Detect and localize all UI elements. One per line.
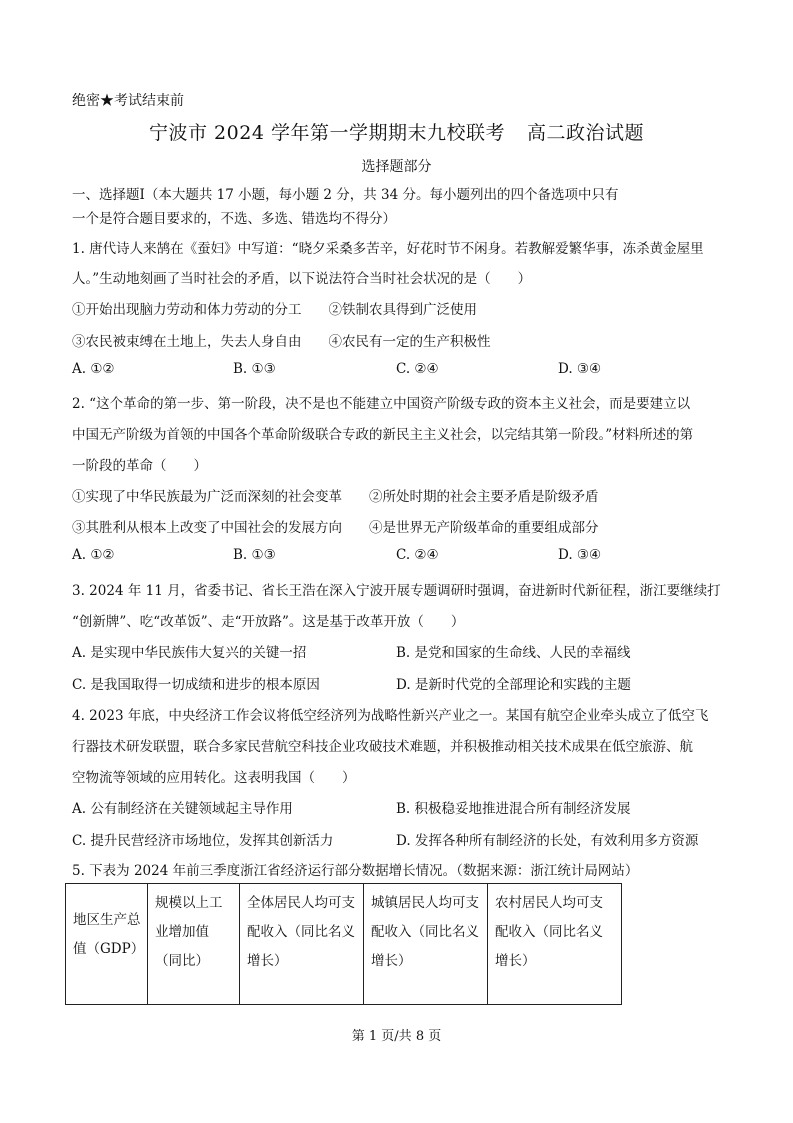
q2-stem-line-2: 中国无产阶级为首领的中国各个革命阶级联合专政的新民主主义社会，以完结其第一阶段。”材料所述的第 — [72, 427, 694, 443]
q4-stem-line-1: 4. 2023 年底，中央经济工作会议将低空经济列为战略性新兴产业之一。某国有航空企业牵头成立了低空飞 — [72, 708, 709, 724]
table-header-cell: 全体居民人均可支配收入（同比名义增长） — [240, 884, 364, 1005]
section-title: 选择题部分 — [361, 159, 432, 175]
table-header-row — [66, 884, 622, 1005]
q2-option-c[interactable]: C. ②④ — [396, 547, 439, 563]
q2-stem-line-3: 一阶段的革命（ ） — [72, 458, 207, 474]
exam-title-subject: 高二政治试题 — [526, 122, 644, 144]
q4-option-a[interactable]: A. 公有制经济在关键领域起主导作用 — [72, 801, 293, 817]
q2-option-a[interactable]: A. ①② — [72, 547, 115, 563]
q3-option-d[interactable]: D. 是新时代党的全部理论和实践的主题 — [396, 677, 631, 693]
q5-stem-line-1: 5. 下表为 2024 年前三季度浙江省经济运行部分数据增长情况。（数据来源：浙江统计局网站） — [72, 863, 639, 879]
table-header-cell: 规模以上工业增加值（同比） — [148, 884, 240, 1005]
q1-option-a[interactable]: A. ①② — [72, 361, 115, 377]
q4-option-c[interactable]: C. 提升民营经济市场地位，发挥其创新活力 — [72, 833, 334, 849]
q2-stem-line-1: 2. “这个革命的第一步、第一阶段，决不是也不能建立中国资产阶级专政的资本主义社会，而是要建立以 — [72, 396, 691, 412]
q1-stem-line-2: 人。”生动地刻画了当时社会的矛盾，以下说法符合当时社会状况的是（ ） — [72, 271, 532, 287]
q4-option-d[interactable]: D. 发挥各种所有制经济的长处，有效利用多方资源 — [396, 833, 699, 849]
instructions-line-2: 一个是符合题目要求的，不选、多选、错选均不得分） — [72, 211, 396, 227]
table-header-cell: 农村居民人均可支配收入（同比名义增长） — [488, 884, 622, 1005]
q3-option-a[interactable]: A. 是实现中华民族伟大复兴的关键一招 — [72, 645, 307, 661]
q1-option-c[interactable]: C. ②④ — [396, 361, 439, 377]
q3-option-c[interactable]: C. 是我国取得一切成绩和进步的根本原因 — [72, 677, 320, 693]
table-header-cell: 城镇居民人均可支配收入（同比名义增长） — [364, 884, 488, 1005]
q2-item-line-2: ③其胜利从根本上改变了中国社会的发展方向 ④是世界无产阶级革命的重要组成部分 — [72, 520, 599, 536]
q2-item-line-1: ①实现了中华民族最为广泛而深刻的社会变革 ②所处时期的社会主要矛盾是阶级矛盾 — [72, 489, 599, 505]
confidential-label: 绝密★考试结束前 — [72, 93, 184, 109]
q1-option-b[interactable]: B. ①③ — [233, 361, 276, 377]
q3-option-b[interactable]: B. 是党和国家的生命线、人民的幸福线 — [396, 645, 631, 661]
q4-stem-line-2: 行器技术研发联盟，联合多家民营航空科技企业攻破技术难题，并积极推动相关技术成果在低空旅游、航 — [72, 739, 693, 755]
q1-option-d[interactable]: D. ③④ — [558, 361, 602, 377]
page-footer: 第 1 页/共 8 页 — [351, 1029, 442, 1044]
q2-option-d[interactable]: D. ③④ — [558, 547, 602, 563]
q1-item-line-2: ③农民被束缚在土地上，失去人身自由 ④农民有一定的生产积极性 — [72, 334, 491, 350]
q1-stem-line-1: 1. 唐代诗人来鹄在《蚕妇》中写道：“晓夕采桑多苦辛，好花时节不闲身。若教解爱繁华事，冻杀黄金屋里 — [72, 241, 704, 257]
economic-data-table — [65, 883, 622, 1005]
q4-stem-line-3: 空物流等领域的应用转化。这表明我国（ ） — [72, 770, 356, 786]
exam-title — [0, 118, 793, 145]
q3-stem-line-1: 3. 2024 年 11 月，省委书记、省长王浩在深入宁波开展专题调研时强调，奋进新时代新征程，浙江要继续打 — [72, 583, 721, 599]
q1-item-line-1: ①开始出现脑力劳动和体力劳动的分工 ②铁制农具得到广泛使用 — [72, 302, 477, 318]
q4-option-b[interactable]: B. 积极稳妥地推进混合所有制经济发展 — [396, 801, 631, 817]
q2-option-b[interactable]: B. ①③ — [233, 547, 276, 563]
table-header-cell: 地区生产总值（GDP） — [66, 884, 148, 1005]
instructions-line-1: 一、选择题Ⅰ（本大题共 17 小题，每小题 2 分，共 34 分。每小题列出的四个备选项中只有 — [72, 187, 619, 203]
exam-title-main: 宁波市 2024 学年第一学期期末九校联考 — [149, 122, 505, 144]
q3-stem-line-2: “创新牌”、吃“改革饭”、走“开放路”。这是基于改革开放（ ） — [72, 614, 465, 630]
